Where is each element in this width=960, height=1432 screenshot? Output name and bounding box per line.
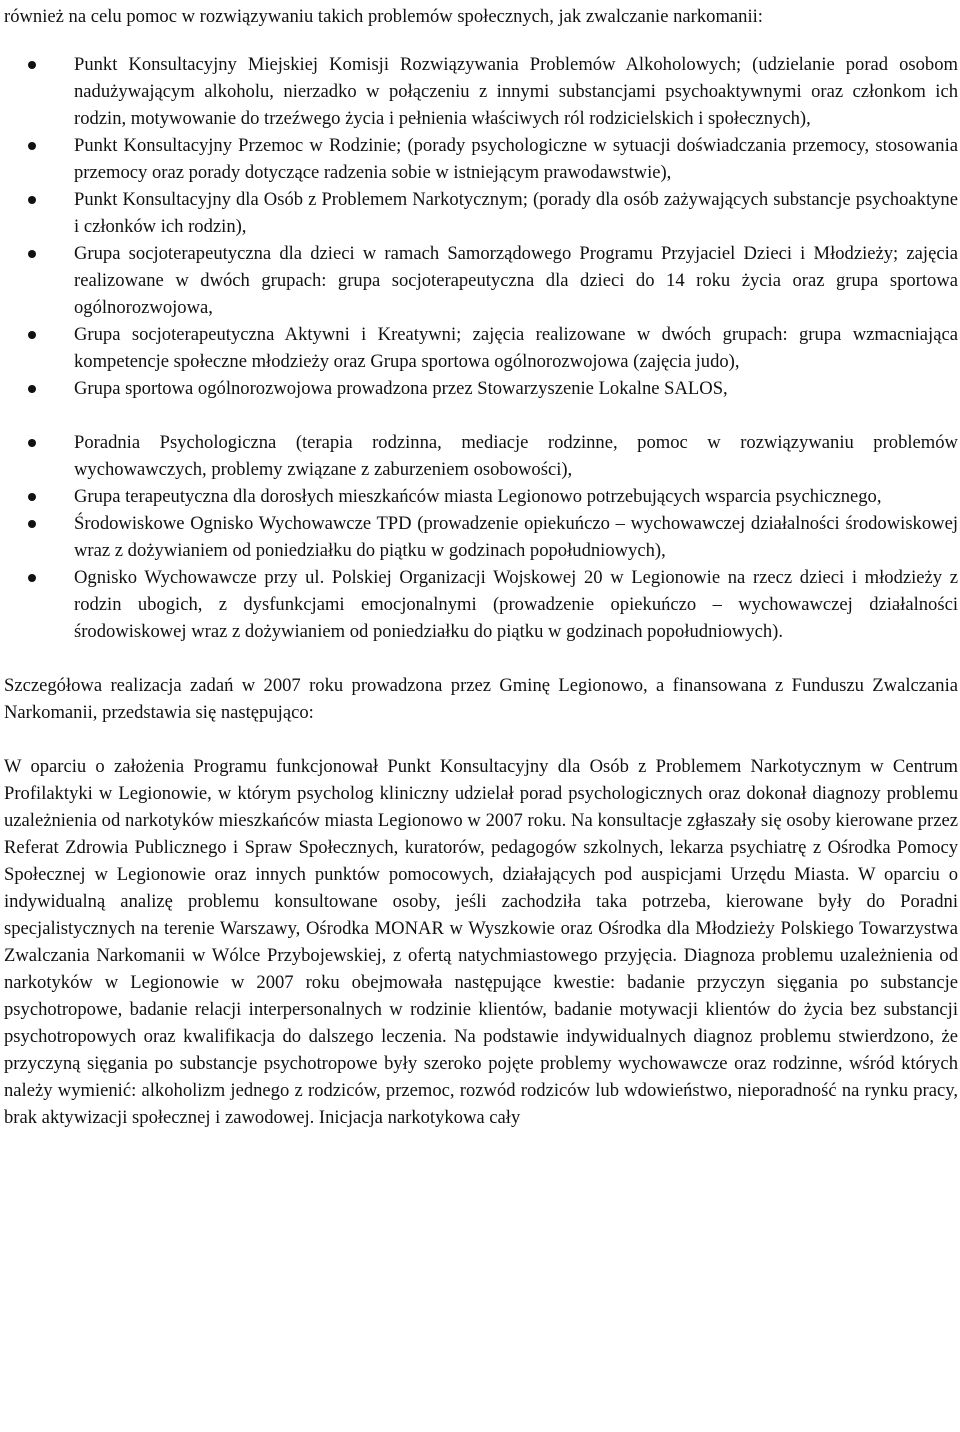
bullet-icon xyxy=(28,520,36,528)
bullet-icon xyxy=(28,574,36,582)
list-item-text: Grupa socjoterapeutyczna Aktywni i Kreatywni; zajęcia realizowane w dwóch grupach: grupa wzmacniająca kompetencje społeczne młodzieży oraz Grupa sportowa ogólnorozwojowa (zajęcia judo), xyxy=(74,324,958,372)
list-item-text: Punkt Konsultacyjny dla Osób z Problemem Narkotycznym; (porady dla osób zażywających substancje psychoaktyne i członków ich rodzin), xyxy=(74,189,958,237)
list-item xyxy=(4,240,958,321)
bullet-icon xyxy=(28,385,36,393)
main-paragraph: W oparciu o założenia Programu funkcjonował Punkt Konsultacyjny dla Osób z Problemem Narkotycznym w Centrum Profilaktyki w Legionowie, w którym psycholog kliniczny udzielał porad psychologicznych oraz dokonał diagnozy problemu uzależnienia od narkotyków mieszkańców miasta Legionowo w 2007 roku. Na konsultacje zgłaszały się osoby kierowane przez Referat Zdrowia Publicznego i Spraw Społecznych, kuratorów, pedagogów szkolnych, lekarza psychiatrę z Ośrodka Pomocy Społecznej w Legionowie oraz innych punktów pomocowych, działających pod auspicjami Urzędu Miasta. W oparciu o indywidualną analizę problemu konsultowane osoby, jeśli zachodziła taka potrzeba, kierowane były do Poradni specjalistycznych na terenie Warszawy, Ośrodka MONAR w Wyszkowie oraz Ośrodka dla Młodzieży Polskiego Towarzystwa Zwalczania Narkomanii w Wólce Przybojewskiej, z ofertą natychmiastowego przyjęcia. Diagnoza problemu uzależnienia od narkotyków w Legionowie w 2007 roku obejmowała następujące kwestie: badanie przyczyn sięgania po substancje psychotropowe, badanie relacji interpersonalnych w rodzinie klientów, badanie motywacji klientów do życia bez substancji psychotropowych oraz kwalifikacja do dalszego leczenia. Na podstawie indywidualnych diagnoz problemu stwierdzono, że przyczyną sięgania po substancje psychotropowe były szeroko pojęte problemy wychowawcze oraz rodzinne, wśród których należy wymienić: alkoholizm jednego z rodziców, przemoc, rozwód rodziców lub wdowieństwo, nieporadność na rynku pracy, brak aktywizacji społecznej i zawodowej. Inicjacja narkotykowa cały xyxy=(4,756,958,1128)
bullet-icon xyxy=(28,250,36,258)
list-item-text: Grupa socjoterapeutyczna dla dzieci w ramach Samorządowego Programu Przyjaciel Dzieci i Młodzieży; zajęcia realizowane w dwóch grupach: grupa socjoterapeutyczna dla dzieci do 14 roku życia oraz grupa sportowa ogólnorozwojowa, xyxy=(74,243,958,318)
list-item xyxy=(4,564,958,645)
list-item xyxy=(4,483,958,510)
list-item xyxy=(4,429,958,483)
summary-paragraph: Szczegółowa realizacja zadań w 2007 roku prowadzona przez Gminę Legionowo, a finansowana z Funduszu Zwalczania Narkomanii, przedstawia się następująco: xyxy=(4,675,958,723)
list-item xyxy=(4,132,958,186)
bullet-icon xyxy=(28,439,36,447)
program-list xyxy=(4,51,958,645)
list-item xyxy=(4,51,958,132)
bullet-icon xyxy=(28,331,36,339)
bullet-icon xyxy=(28,196,36,204)
intro-paragraph: również na celu pomoc w rozwiązywaniu takich problemów społecznych, jak zwalczanie narkomanii: xyxy=(4,6,763,27)
list-item xyxy=(4,321,958,375)
bullet-icon xyxy=(28,493,36,501)
list-item-text: Poradnia Psychologiczna (terapia rodzinna, mediacje rodzinne, pomoc w rozwiązywaniu problemów wychowawczych, problemy związane z zaburzeniem osobowości), xyxy=(74,432,958,480)
list-item-text: Grupa sportowa ogólnorozwojowa prowadzona przez Stowarzyszenie Lokalne SALOS, xyxy=(74,378,728,399)
list-item-text: Grupa terapeutyczna dla dorosłych mieszkańców miasta Legionowo potrzebujących wsparcia psychicznego, xyxy=(74,486,882,507)
list-item xyxy=(4,186,958,240)
list-item-text: Ognisko Wychowawcze przy ul. Polskiej Organizacji Wojskowej 20 w Legionowie na rzecz dzieci i młodzieży z rodzin ubogich, z dysfunkcjami emocjonalnymi (prowadzenie opiekuńczo – wychowawczej działalności środowiskowej wraz z dożywianiem od poniedziałku do piątku w godzinach popołudniowych). xyxy=(74,567,958,642)
list-item-text: Punkt Konsultacyjny Miejskiej Komisji Rozwiązywania Problemów Alkoholowych; (udzielanie porad osobom nadużywającym alkoholu, nierzadko w połączeniu z innymi substancjami psychoaktywnymi oraz członkom ich rodzin, motywowanie do trzeźwego życia i pełnienia właściwych ról rodzicielskich i społecznych), xyxy=(74,54,958,129)
bullet-icon xyxy=(28,142,36,150)
list-item-text: Środowiskowe Ognisko Wychowawcze TPD (prowadzenie opiekuńczo – wychowawczej działalności środowiskowej wraz z dożywianiem od poniedziałku do piątku w godzinach popołudniowych), xyxy=(74,513,958,561)
document-page xyxy=(4,0,958,1131)
list-item xyxy=(4,510,958,564)
list-item-text: Punkt Konsultacyjny Przemoc w Rodzinie; (porady psychologiczne w sytuacji doświadczania przemocy, stosowania przemocy oraz porady dotyczące radzenia sobie w istniejącym prawodawstwie), xyxy=(74,135,958,183)
bullet-icon xyxy=(28,61,36,69)
list-item xyxy=(4,375,958,402)
